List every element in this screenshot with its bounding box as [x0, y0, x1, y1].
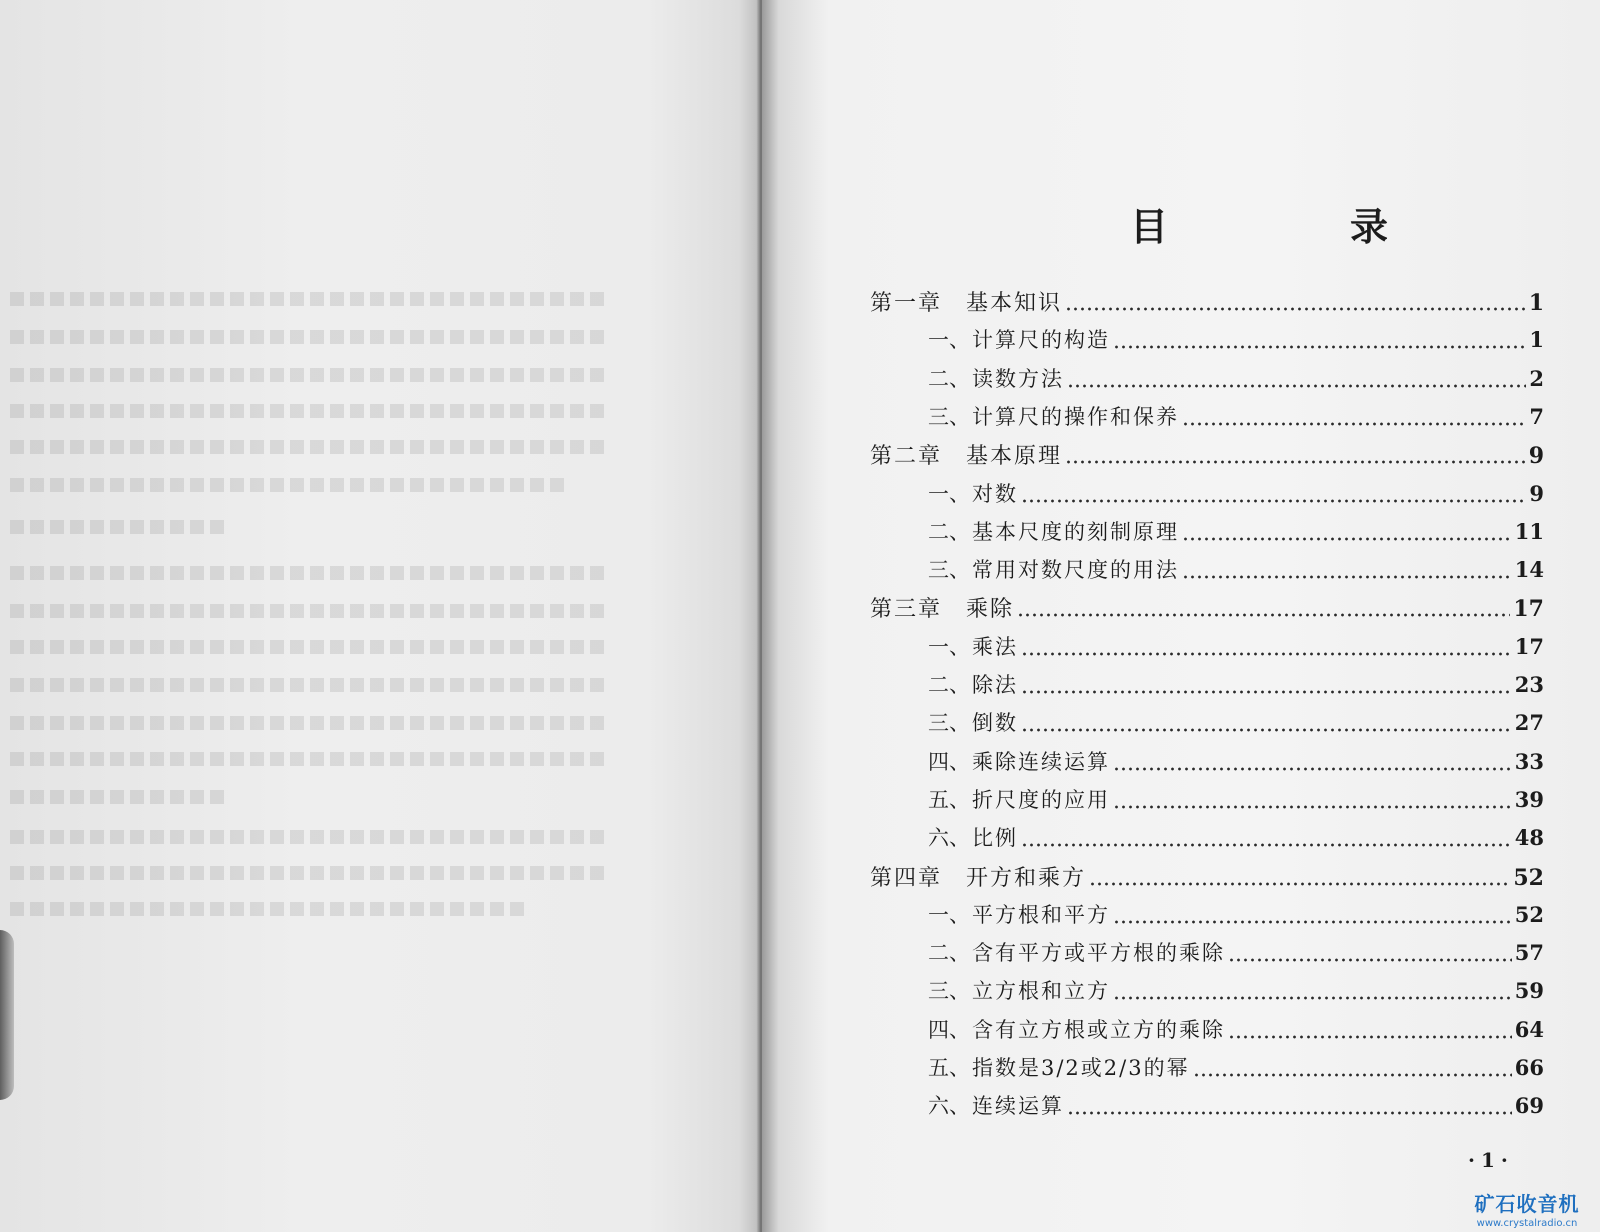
toc-chapter-row — [870, 439, 1544, 477]
dot-leader — [1182, 575, 1512, 579]
section-number: 二、 — [928, 941, 970, 965]
section-title: 除法 — [972, 673, 1018, 697]
dot-leader — [1021, 499, 1526, 503]
toc-section-row — [928, 401, 1544, 439]
dot-leader — [1065, 460, 1526, 464]
watermark-url: www.crystalradio.cn — [1476, 1218, 1578, 1229]
show-through-text — [10, 752, 610, 766]
section-number: 五、 — [928, 788, 970, 812]
chapter-number: 第四章 — [870, 866, 943, 891]
toc-page-number: 2 — [1529, 366, 1544, 391]
show-through-text — [10, 678, 610, 692]
toc-page-number: 1 — [1529, 327, 1544, 352]
dot-leader — [1113, 996, 1512, 1000]
section-title: 倒数 — [972, 711, 1018, 735]
section-number: 三、 — [928, 405, 970, 429]
toc-section-row — [928, 478, 1544, 516]
toc-section-row — [928, 631, 1544, 669]
section-number: 二、 — [928, 367, 970, 391]
section-title: 含有立方根或立方的乘除 — [972, 1018, 1225, 1042]
toc-page-number: 9 — [1528, 443, 1544, 469]
section-number: 二、 — [928, 520, 970, 544]
toc-section-row — [928, 975, 1544, 1013]
show-through-text — [10, 330, 610, 344]
dot-leader — [1113, 767, 1512, 771]
show-through-text — [10, 292, 610, 306]
section-title: 常用对数尺度的用法 — [972, 558, 1179, 582]
section-title: 含有平方或平方根的乘除 — [972, 941, 1225, 965]
section-title: 对数 — [972, 482, 1018, 506]
section-title: 读数方法 — [972, 367, 1064, 391]
watermark-text: 矿石收音机 — [1474, 1192, 1580, 1216]
chapter-number: 第一章 — [870, 291, 943, 316]
show-through-text — [10, 716, 610, 730]
chapter-title: 基本知识 — [966, 291, 1063, 316]
toc-page-number: 52 — [1513, 865, 1544, 891]
dot-leader — [1021, 652, 1512, 656]
toc-page-number: 9 — [1529, 481, 1544, 506]
page-edge-shadow — [0, 930, 14, 1100]
show-through-text — [10, 640, 610, 654]
section-number: 四、 — [928, 750, 970, 774]
section-number: 三、 — [928, 711, 970, 735]
show-through-text — [10, 368, 610, 382]
show-through-text — [10, 478, 570, 492]
section-number: 三、 — [928, 558, 970, 582]
section-title: 立方根和立方 — [972, 979, 1110, 1003]
toc-page-number: 17 — [1514, 634, 1544, 659]
toc-page-number: 14 — [1514, 557, 1544, 582]
dot-leader — [1182, 537, 1512, 541]
show-through-text — [10, 404, 610, 418]
chapter-number: 第二章 — [870, 444, 943, 469]
dot-leader — [1113, 805, 1512, 809]
dot-leader — [1193, 1073, 1512, 1077]
section-title: 指数是3/2或2/3的幂 — [972, 1056, 1190, 1080]
dot-leader — [1021, 843, 1512, 847]
toc-page-number: 57 — [1514, 940, 1544, 965]
toc-section-row — [928, 1052, 1544, 1090]
toc-page-number: 39 — [1514, 787, 1544, 812]
chapter-number: 第三章 — [870, 597, 943, 622]
section-number: 五、 — [928, 1056, 970, 1080]
chapter-title: 基本原理 — [966, 444, 1063, 469]
toc-chapter-row — [870, 592, 1544, 630]
toc-page-number: 17 — [1513, 596, 1544, 622]
section-number: 一、 — [928, 482, 970, 506]
toc-page-number: 1 — [1528, 290, 1544, 316]
toc-page-number: 33 — [1514, 749, 1544, 774]
toc-title: 目 录 — [1130, 204, 1461, 249]
dot-leader — [1182, 422, 1526, 426]
toc-section-row — [928, 937, 1544, 975]
section-number: 一、 — [928, 635, 970, 659]
dot-leader — [1113, 345, 1526, 349]
toc-page-number: 64 — [1514, 1017, 1544, 1042]
show-through-text — [10, 866, 610, 880]
dot-leader — [1228, 958, 1512, 962]
show-through-text — [10, 520, 230, 534]
page-folio: ·1· — [1468, 1148, 1514, 1172]
dot-leader — [1067, 1111, 1512, 1115]
show-through-text — [10, 440, 610, 454]
section-title: 基本尺度的刻制原理 — [972, 520, 1179, 544]
chapter-title: 开方和乘方 — [966, 866, 1087, 891]
toc-section-row — [928, 784, 1544, 822]
show-through-text — [10, 566, 610, 580]
show-through-text — [10, 790, 230, 804]
dot-leader — [1089, 882, 1510, 886]
toc-section-row — [928, 324, 1544, 362]
toc-page-number: 7 — [1529, 404, 1544, 429]
dot-leader — [1017, 613, 1510, 617]
toc-page-number: 27 — [1514, 710, 1544, 735]
dot-leader — [1021, 690, 1512, 694]
toc-section-row — [928, 1014, 1544, 1052]
dot-leader — [1228, 1035, 1512, 1039]
toc-section-row — [928, 899, 1544, 937]
toc-chapter-row — [870, 861, 1544, 899]
section-title: 比例 — [972, 826, 1018, 850]
section-title: 平方根和平方 — [972, 903, 1110, 927]
toc-section-row — [928, 516, 1544, 554]
section-title: 折尺度的应用 — [972, 788, 1110, 812]
section-number: 六、 — [928, 1094, 970, 1118]
site-watermark — [1454, 1188, 1600, 1232]
show-through-text — [10, 902, 530, 916]
show-through-text — [10, 604, 610, 618]
dot-leader — [1021, 728, 1512, 732]
section-title: 乘除连续运算 — [972, 750, 1110, 774]
toc-section-row — [928, 669, 1544, 707]
toc-section-row — [928, 707, 1544, 745]
toc-section-row — [928, 554, 1544, 592]
toc-section-row — [928, 822, 1544, 860]
dot-leader — [1067, 384, 1526, 388]
section-title: 乘法 — [972, 635, 1018, 659]
toc-page-number: 52 — [1514, 902, 1544, 927]
toc-section-row — [928, 746, 1544, 784]
section-number: 四、 — [928, 1018, 970, 1042]
dot-leader — [1113, 920, 1512, 924]
dot-leader — [1065, 307, 1526, 311]
section-title: 计算尺的构造 — [972, 328, 1110, 352]
section-number: 三、 — [928, 979, 970, 1003]
toc-page-number: 48 — [1514, 825, 1544, 850]
toc-chapter-row — [870, 286, 1544, 324]
toc-section-row — [928, 363, 1544, 401]
section-number: 二、 — [928, 673, 970, 697]
section-number: 六、 — [928, 826, 970, 850]
section-title: 计算尺的操作和保养 — [972, 405, 1179, 429]
left-page — [0, 0, 762, 1232]
toc-page-number: 23 — [1514, 672, 1544, 697]
toc-page-number: 59 — [1514, 978, 1544, 1003]
toc-page-number: 69 — [1514, 1093, 1544, 1118]
section-number: 一、 — [928, 903, 970, 927]
toc-page-number: 11 — [1514, 519, 1544, 544]
toc-page-number: 66 — [1514, 1055, 1544, 1080]
section-title: 连续运算 — [972, 1094, 1064, 1118]
section-number: 一、 — [928, 328, 970, 352]
chapter-title: 乘除 — [966, 597, 1015, 622]
show-through-text — [10, 830, 610, 844]
toc-section-row — [928, 1090, 1544, 1128]
